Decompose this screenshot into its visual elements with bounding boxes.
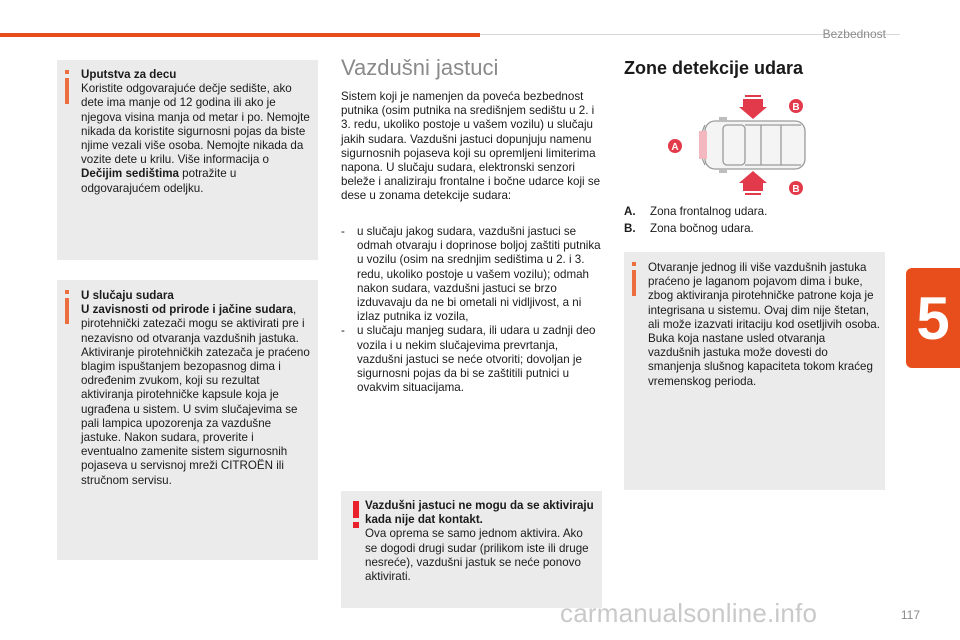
airbags-intro: Sistem koji je namenjen da poveća bezbednost putnika (osim putnika na središnjem sedištu u 2. i 3. redu, ukoliko postoje u vašem vozilu) u slučaju jakih sudara. Vazdušni jastuci dopunjuju namenu sigurnosnih pojaseva koji su opremljeni limiterima napona. U slučaju sudara, elektronski senzori beleže i analiziraju frontalne i bočne udarce koji se dese u zonama detekcije sudara: [341,90,601,203]
list-item: - u slučaju manjeg sudara, ili udara u zadnji deo vozila i u nekim slučajevima prevrtanja, vazdušni jastuci se neće otvoriti; dovoljan je sigurnosni pojas da bi se zaštitili putnici u ovakvim situacijama. [341,324,596,395]
marker-a [668,139,682,153]
info-icon [632,270,636,296]
crash-info-title: U slučaju sudara [81,289,174,302]
section-title: Bezbednost [822,27,886,41]
crash-info-text: U slučaju sudara U zavisnosti od prirode i jačine sudara, pirotehnički zatezači mogu se aktivirati pre i nezavisno od otvaranja vazdušnih jastuka. Aktiviranje pirotehničkih zatezača je praćeno blagim ispuštanjem bezopasnog dima i određenim zvukom, koji su rezultat aktiviranja pirotehničke kapsule koja je ugrađena u sistem. U svim slučajevima se pali lampica upozorenja za vazdušne jastuke. Nakon sudara, proverite i eventualno zamenite sistem sigurnosnih pojaseva u servisnoj mreži CITROËN ili stručnom servisu. [81,289,313,488]
impact-zones-heading: Zone detekcije udara [624,58,804,78]
airbags-heading: Vazdušni jastuci [341,55,499,80]
chapter-tab [906,268,960,368]
child-instructions-text: Uputstva za decu Koristite odgovarajuće dečje sedište, ako dete ima manje od 12 godina ili ako je njegova visina manja od metar i po. Nemojte nikada da koristite sigurnosni pojas da biste njime vezali više osoba. Nemojte nikada da vozite dete u krilu. Više informacija o Dečijim sedištima potražite u odgovarajućem odeljku. [81,68,313,196]
vehicle-top-view-icon [700,117,805,173]
side-impact-arrow-top [739,95,767,119]
crash-info-box [57,280,318,560]
legend-item-a: A. Zona frontalnog udara. [624,205,768,218]
watermark: carmanualsonline.info [560,598,818,628]
marker-b-top [789,99,803,113]
info-icon [65,298,69,324]
child-instructions-title: Uputstva za decu [81,68,177,81]
airbag-warning-text: Vazdušni jastuci ne mogu da se aktiviraju kada nije dat kontakt. Ova oprema se samo jednom aktivira. Ako se dogodi drugi sudar (prilikom iste ili druge nesreće), vazdušni jastuk se neće ponovo aktivirati. [365,499,594,584]
info-icon [65,78,69,104]
list-item: - u slučaju jakog sudara, vazdušni jastuci se odmah otvaraju i doprinose boljoj zaštiti putnika u vozilu (osim na srednjim sedištima u 2. i 3. redu, ukoliko postoje u vašem vozilu); odmah nakon sudara, vazdušni jastuci se brzo izduvavaju da ne bi ometali ni vidljivost, a ni izlaz putnika iz vozila, [341,225,601,324]
front-zone-shade [699,131,707,159]
legend-item-b: B. Zona bočnog udara. [624,222,754,235]
smoke-noise-text: Otvaranje jednog ili više vazdušnih jastuka praćeno je laganom pojavom dima i buke, zbog aktiviranja pirotehničke patrone koja je integrisana u sistemu. Ovaj dim nije štetan, ali može izazvati iritaciju kod osetljivih osoba. Buka koja nastane usled otvaranja vazdušnih jastuka može dovesti do smanjenja slušnog kapaciteta tokom kraćeg vremenskog perioda. [648,261,880,388]
impact-zones-diagram [665,95,815,197]
chapter-number: 5 [916,284,950,352]
smoke-noise-info-box [624,252,885,490]
child-instructions-box [57,60,318,260]
svg-text:B: B [792,102,800,113]
page-number: 117 [900,608,920,622]
svg-text:B: B [792,184,800,195]
svg-text:A: A [671,142,679,153]
header-accent-bar [0,33,480,37]
airbag-warning-box [341,491,602,608]
marker-b-bottom [789,181,803,195]
side-impact-arrow-bottom [739,171,767,195]
airbags-bullets [341,225,603,395]
